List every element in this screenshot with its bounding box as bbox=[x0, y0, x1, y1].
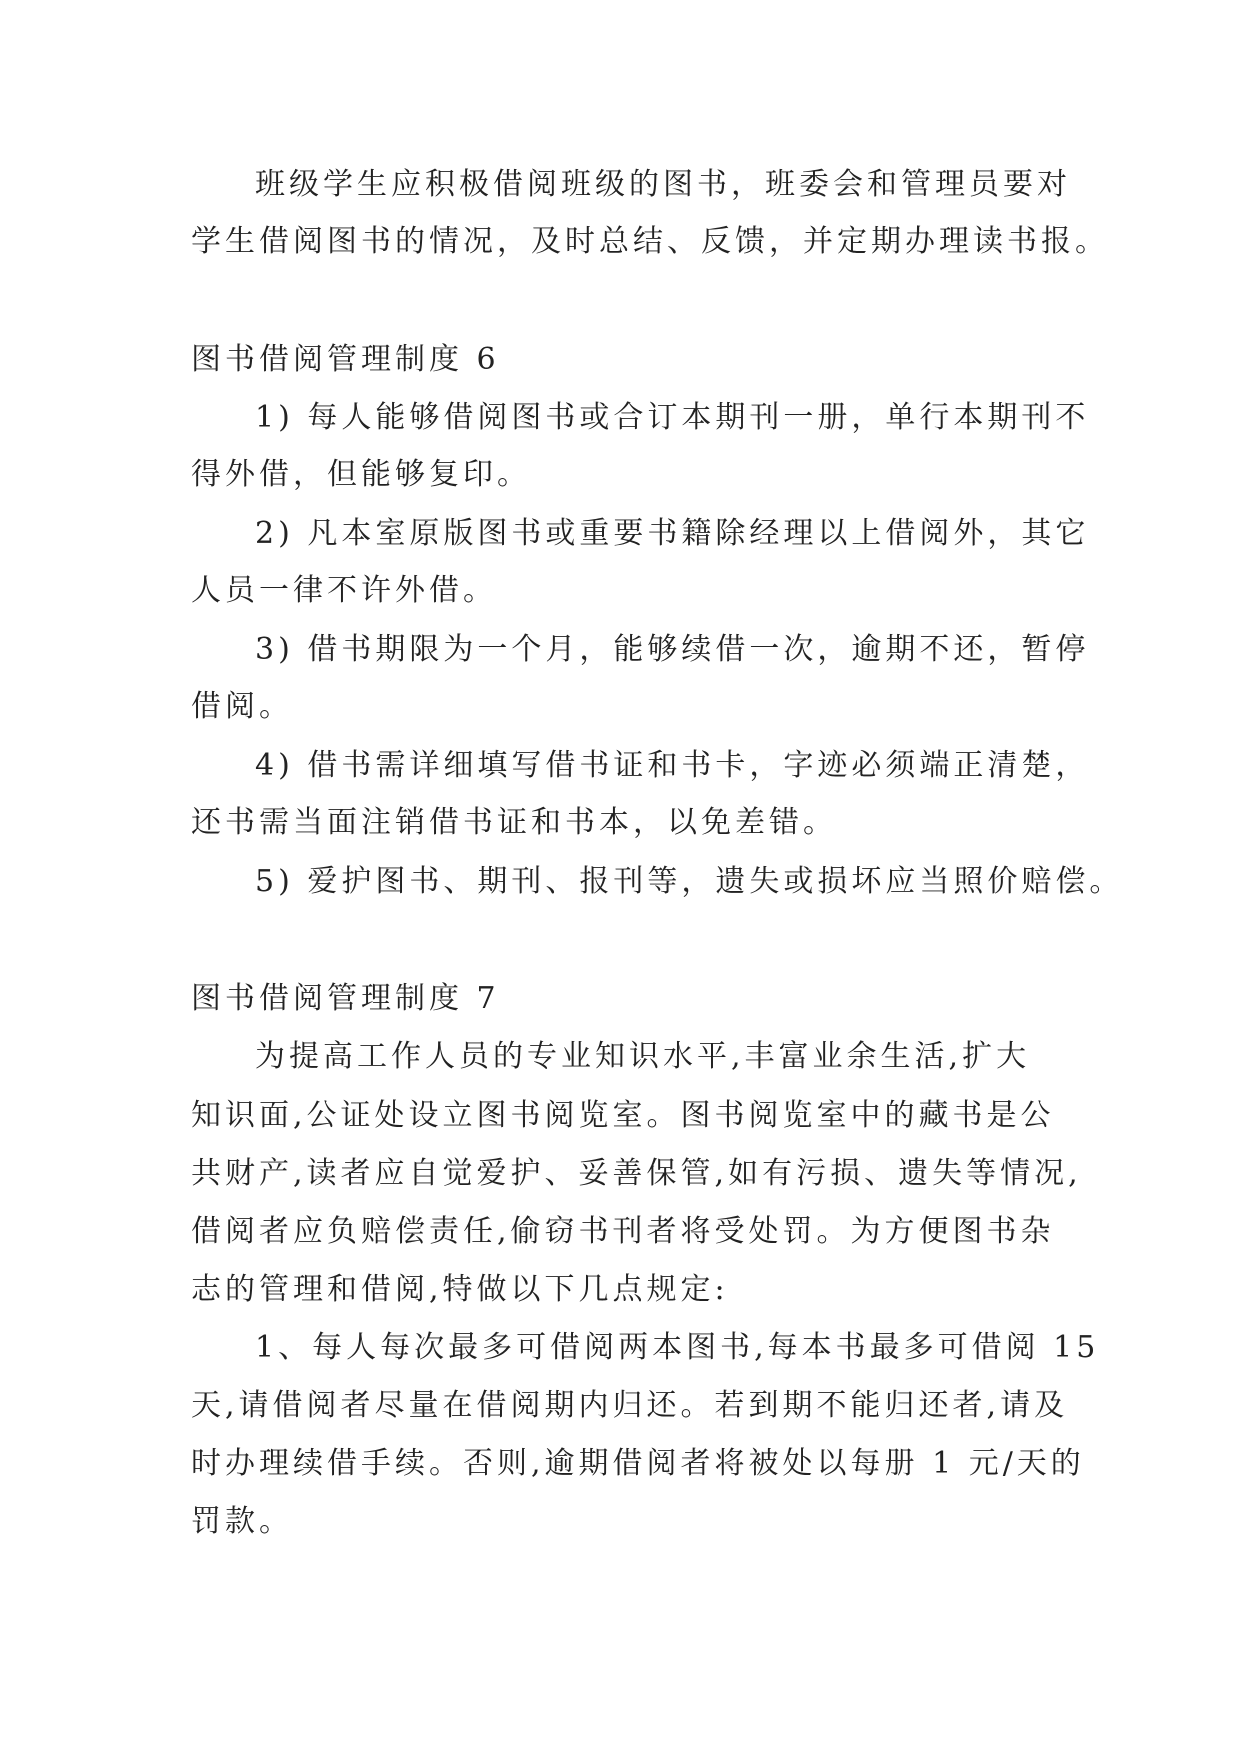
rule-item-line: 得外借，但能够复印。 bbox=[191, 457, 531, 492]
section-heading: 图书借阅管理制度 7 bbox=[191, 981, 500, 1016]
section-heading: 图书借阅管理制度 6 bbox=[191, 342, 500, 377]
paragraph-line: 学生借阅图书的情况，及时总结、反馈，并定期办理读书报。 bbox=[191, 224, 1109, 259]
paragraph-line: 借阅者应负赔偿责任,偷窃书刊者将受处罚。为方便图书杂 bbox=[191, 1214, 1055, 1249]
rule-item-line: 5) 爱护图书、期刊、报刊等，遗失或损坏应当照价赔偿。 bbox=[255, 864, 1124, 899]
rule-item-line: 罚款。 bbox=[191, 1504, 293, 1539]
paragraph-line: 班级学生应积极借阅班级的图书，班委会和管理员要对 bbox=[255, 167, 1071, 202]
rule-item-line: 人员一律不许外借。 bbox=[191, 573, 497, 608]
rule-item-line: 时办理续借手续。否则,逾期借阅者将被处以每册 1 元/天的 bbox=[191, 1446, 1085, 1481]
rule-item-line: 天,请借阅者尽量在借阅期内归还。若到期不能归还者,请及 bbox=[191, 1388, 1069, 1423]
paragraph-line: 共财产,读者应自觉爱护、妥善保管,如有污损、遗失等情况, bbox=[191, 1156, 1082, 1191]
rule-item-line: 2) 凡本室原版图书或重要书籍除经理以上借阅外，其它 bbox=[255, 516, 1090, 551]
rule-item-line: 1) 每人能够借阅图书或合订本期刊一册，单行本期刊不 bbox=[255, 400, 1090, 435]
rule-item-line: 1、每人每次最多可借阅两本图书,每本书最多可借阅 15 bbox=[255, 1330, 1100, 1365]
rule-item-line: 4) 借书需详细填写借书证和书卡，字迹必须端正清楚， bbox=[255, 748, 1090, 783]
paragraph-line: 志的管理和借阅,特做以下几点规定: bbox=[191, 1272, 729, 1307]
paragraph-line: 为提高工作人员的专业知识水平,丰富业余生活,扩大 bbox=[255, 1039, 1031, 1074]
rule-item-line: 3) 借书期限为一个月，能够续借一次，逾期不还，暂停 bbox=[255, 632, 1090, 667]
rule-item-line: 还书需当面注销借书证和书本，以免差错。 bbox=[191, 805, 837, 840]
paragraph-line: 知识面,公证处设立图书阅览室。图书阅览室中的藏书是公 bbox=[191, 1098, 1055, 1133]
rule-item-line: 借阅。 bbox=[191, 689, 293, 724]
